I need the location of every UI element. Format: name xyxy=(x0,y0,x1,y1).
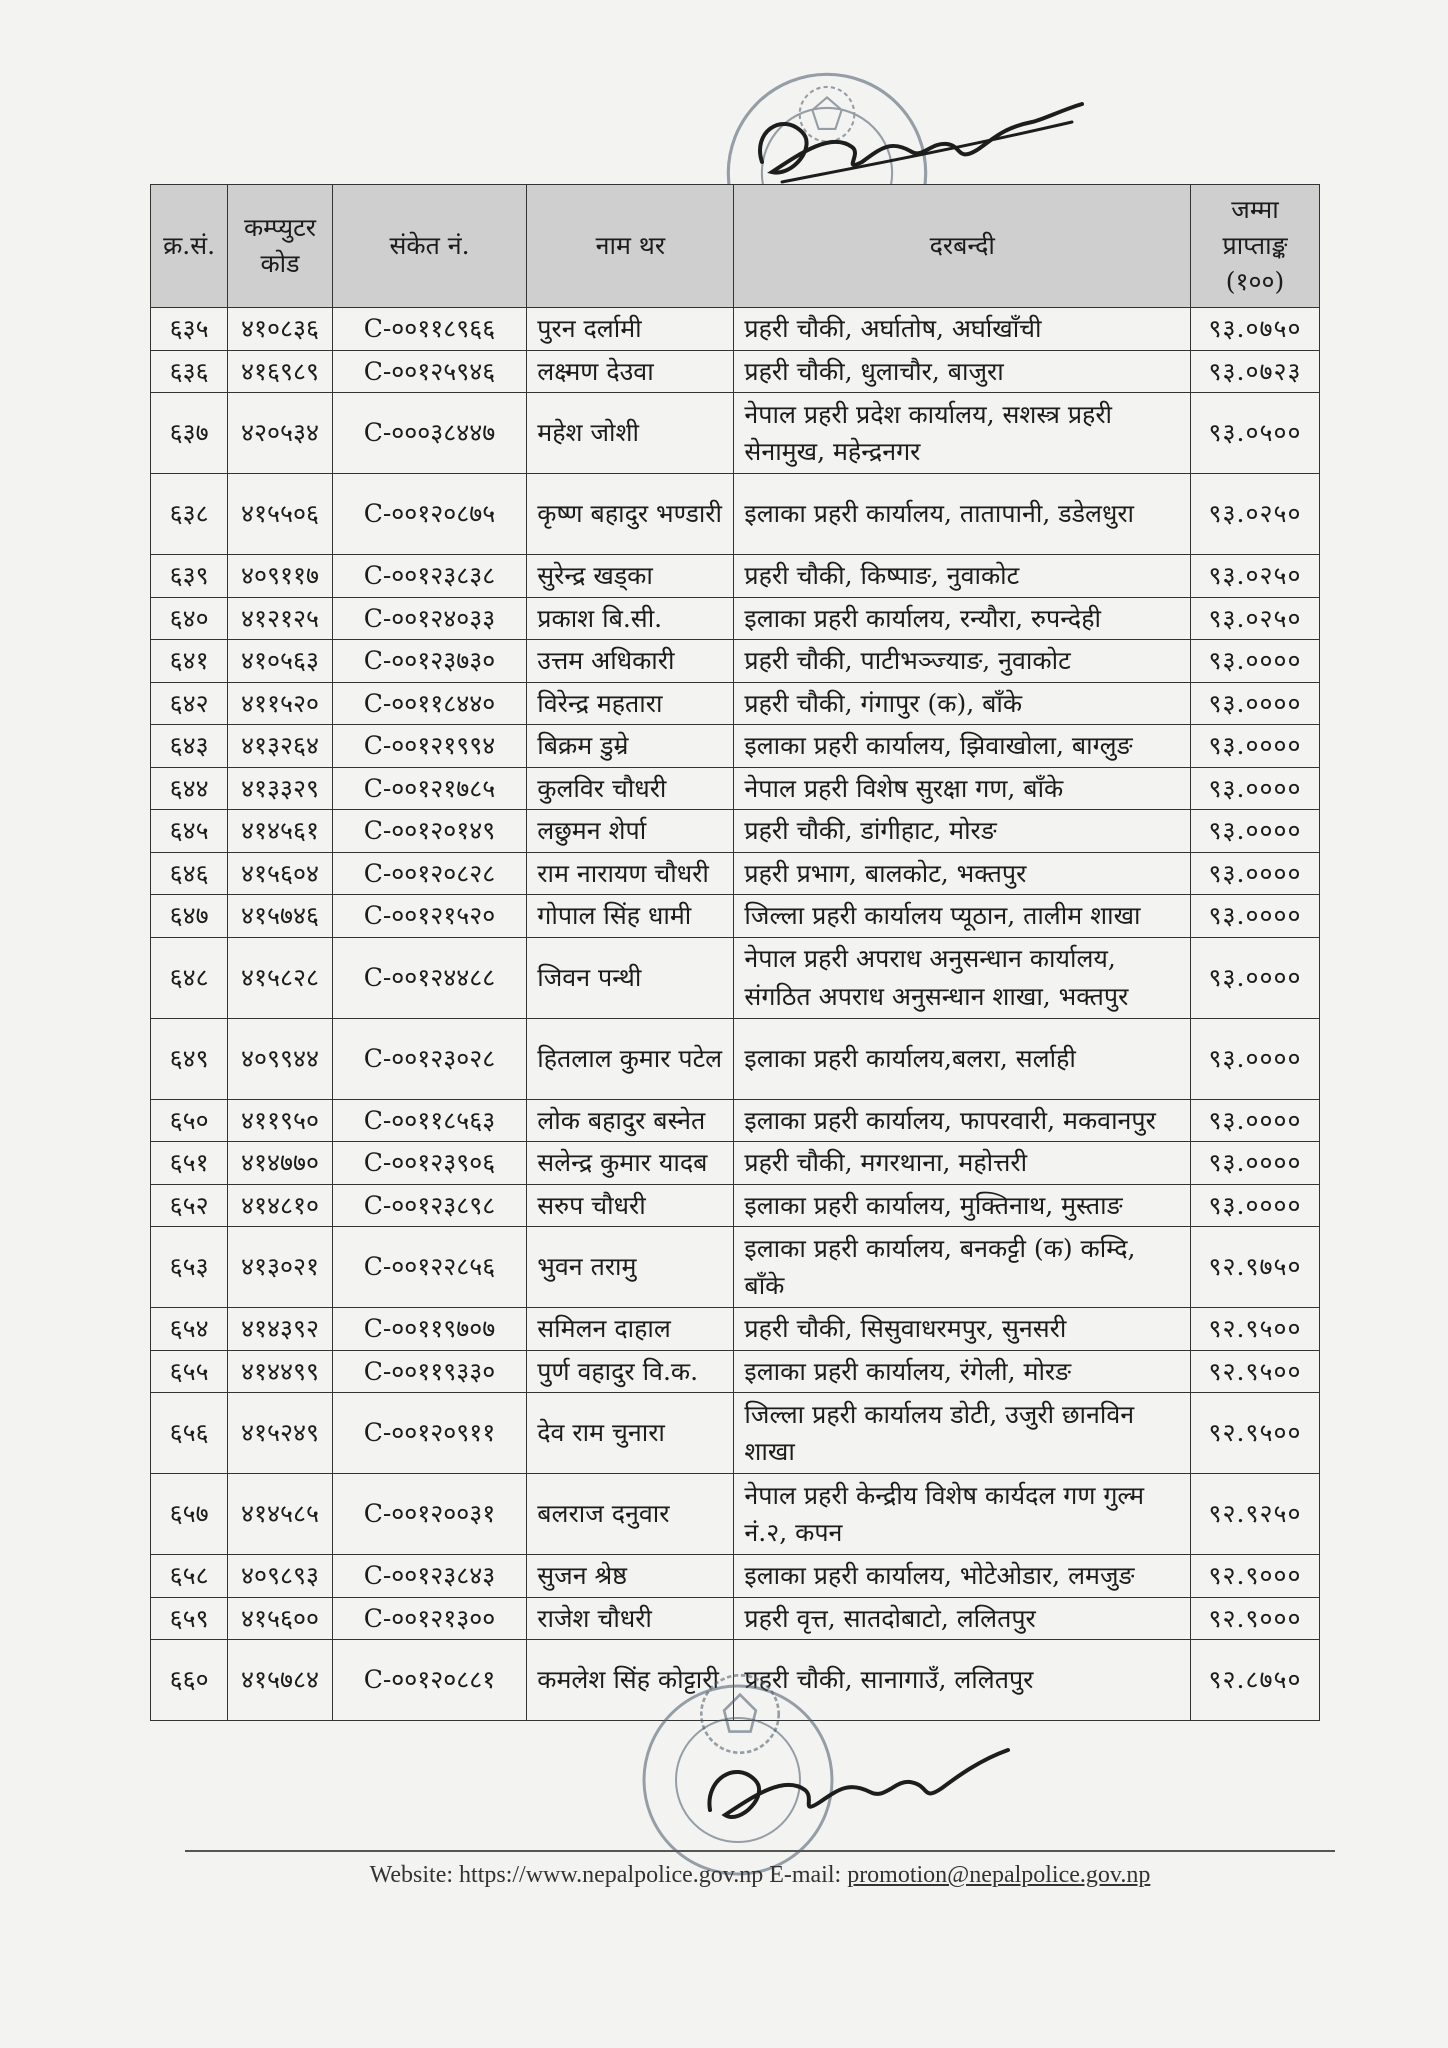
cell-name: विरेन्द्र महतारा xyxy=(527,682,734,725)
table-row xyxy=(151,852,1320,895)
cell-symbol-no: C-००१२३७३० xyxy=(332,640,526,683)
cell-computer-code: ४१३०२१ xyxy=(228,1227,333,1308)
cell-name: गोपाल सिंह धामी xyxy=(527,895,734,938)
cell-score: ९३.०००० xyxy=(1191,640,1320,683)
cell-computer-code: ४०९८९३ xyxy=(228,1555,333,1598)
cell-symbol-no: C-००१२१५२० xyxy=(332,895,526,938)
cell-score: ९२.९७५० xyxy=(1191,1227,1320,1308)
cell-score: ९३.०००० xyxy=(1191,1099,1320,1142)
cell-serial: ६४३ xyxy=(151,725,228,768)
cell-computer-code: ४१०८३६ xyxy=(228,308,333,351)
cell-computer-code: ४१४८१० xyxy=(228,1184,333,1227)
cell-symbol-no: C-००१२३८३८ xyxy=(332,555,526,598)
cell-score: ९३.०७५० xyxy=(1191,308,1320,351)
cell-name: सरुप चौधरी xyxy=(527,1184,734,1227)
cell-symbol-no: C-००१२१३०० xyxy=(332,1597,526,1640)
cell-name: भुवन तरामु xyxy=(527,1227,734,1308)
cell-computer-code: ४१५७४६ xyxy=(228,895,333,938)
cell-post: प्रहरी चौकी, सिसुवाधरमपुर, सुनसरी xyxy=(734,1308,1191,1351)
cell-score: ९२.९००० xyxy=(1191,1597,1320,1640)
cell-post: नेपाल प्रहरी अपराध अनुसन्धान कार्यालय, संगठित अपराध अनुसन्धान शाखा, भक्तपुर xyxy=(734,937,1191,1018)
cell-name: महेश जोशी xyxy=(527,393,734,474)
cell-symbol-no: C-००११९७०७ xyxy=(332,1308,526,1351)
cell-serial: ६५१ xyxy=(151,1142,228,1185)
cell-name: समिलन दाहाल xyxy=(527,1308,734,1351)
cell-serial: ६४० xyxy=(151,597,228,640)
cell-serial: ६४६ xyxy=(151,852,228,895)
cell-score: ९२.८७५० xyxy=(1191,1640,1320,1721)
cell-score: ९२.९००० xyxy=(1191,1555,1320,1598)
cell-computer-code: ४१४५६१ xyxy=(228,810,333,853)
cell-computer-code: ४०९९४४ xyxy=(228,1018,333,1099)
cell-post: इलाका प्रहरी कार्यालय, झिवाखोला, बाग्लुङ xyxy=(734,725,1191,768)
cell-serial: ६४९ xyxy=(151,1018,228,1099)
cell-serial: ६५० xyxy=(151,1099,228,1142)
cell-post: प्रहरी चौकी, अर्घातोष, अर्घाखाँची xyxy=(734,308,1191,351)
cell-score: ९३.०२५० xyxy=(1191,474,1320,555)
cell-score: ९३.०००० xyxy=(1191,1184,1320,1227)
cell-name: कमलेश सिंह कोट्टारी xyxy=(527,1640,734,1721)
cell-name: जिवन पन्थी xyxy=(527,937,734,1018)
table-row xyxy=(151,1184,1320,1227)
cell-computer-code: ४१४५८५ xyxy=(228,1474,333,1555)
table-row xyxy=(151,308,1320,351)
cell-symbol-no: C-००१२३८९८ xyxy=(332,1184,526,1227)
cell-serial: ६३६ xyxy=(151,350,228,393)
cell-score: ९२.९२५० xyxy=(1191,1474,1320,1555)
cell-score: ९३.०००० xyxy=(1191,852,1320,895)
cell-symbol-no: C-००१२०८२८ xyxy=(332,852,526,895)
table-row xyxy=(151,1350,1320,1393)
cell-symbol-no: C-००१२१७८५ xyxy=(332,767,526,810)
table-row xyxy=(151,1018,1320,1099)
cell-symbol-no: C-००१२५९४६ xyxy=(332,350,526,393)
cell-post: जिल्ला प्रहरी कार्यालय प्यूठान, तालीम शाखा xyxy=(734,895,1191,938)
cell-symbol-no: C-००१२००३१ xyxy=(332,1474,526,1555)
cell-symbol-no: C-००१२१९९४ xyxy=(332,725,526,768)
cell-computer-code: ४१०५६३ xyxy=(228,640,333,683)
cell-serial: ६३८ xyxy=(151,474,228,555)
cell-name: पुरन दर्लामी xyxy=(527,308,734,351)
header-post: दरबन्दी xyxy=(734,185,1191,308)
table-row xyxy=(151,555,1320,598)
table-row xyxy=(151,1393,1320,1474)
cell-symbol-no: C-००११९३३० xyxy=(332,1350,526,1393)
cell-symbol-no: C-००११८९६६ xyxy=(332,308,526,351)
cell-symbol-no: C-००१२०९११ xyxy=(332,1393,526,1474)
cell-post: प्रहरी वृत्त, सातदोबाटो, ललितपुर xyxy=(734,1597,1191,1640)
footer-website-text: Website: https://www.nepalpolice.gov.np E-mail: xyxy=(369,1862,848,1888)
cell-symbol-no: C-००१२०८७५ xyxy=(332,474,526,555)
cell-score: ९३.०२५० xyxy=(1191,597,1320,640)
cell-serial: ६५४ xyxy=(151,1308,228,1351)
cell-post: इलाका प्रहरी कार्यालय,बलरा, सर्लाही xyxy=(734,1018,1191,1099)
cell-score: ९२.९५०० xyxy=(1191,1393,1320,1474)
footer-divider xyxy=(185,1850,1335,1852)
cell-serial: ६५७ xyxy=(151,1474,228,1555)
cell-score: ९३.०००० xyxy=(1191,725,1320,768)
header-symbol-no: संकेत नं. xyxy=(332,185,526,308)
table-row xyxy=(151,1227,1320,1308)
header-serial: क्र.सं. xyxy=(151,185,228,308)
cell-name: उत्तम अधिकारी xyxy=(527,640,734,683)
signature-bottom xyxy=(690,1730,1020,1840)
footer-email-link[interactable]: promotion@nepalpolice.gov.np xyxy=(847,1862,1151,1888)
cell-computer-code: ४१५६०४ xyxy=(228,852,333,895)
table-row xyxy=(151,474,1320,555)
table-row xyxy=(151,350,1320,393)
cell-symbol-no: C-००१२४०३३ xyxy=(332,597,526,640)
cell-name: राजेश चौधरी xyxy=(527,1597,734,1640)
cell-post: इलाका प्रहरी कार्यालय, फापरवारी, मकवानपुर xyxy=(734,1099,1191,1142)
cell-computer-code: ४१३२६४ xyxy=(228,725,333,768)
table-row xyxy=(151,393,1320,474)
cell-name: लक्ष्मण देउवा xyxy=(527,350,734,393)
cell-name: प्रकाश बि.सी. xyxy=(527,597,734,640)
table-row xyxy=(151,725,1320,768)
table-header-row xyxy=(151,185,1320,308)
page-footer xyxy=(185,1862,1335,1889)
table-row xyxy=(151,1597,1320,1640)
cell-score: ९३.०००० xyxy=(1191,895,1320,938)
cell-post: प्रहरी चौकी, गंगापुर (क), बाँके xyxy=(734,682,1191,725)
cell-serial: ६३९ xyxy=(151,555,228,598)
cell-score: ९३.०२५० xyxy=(1191,555,1320,598)
cell-score: ९३.०००० xyxy=(1191,1142,1320,1185)
cell-computer-code: ४११५२० xyxy=(228,682,333,725)
cell-symbol-no: C-००१२०१४९ xyxy=(332,810,526,853)
cell-name: देव राम चुनारा xyxy=(527,1393,734,1474)
cell-serial: ६५२ xyxy=(151,1184,228,1227)
cell-post: इलाका प्रहरी कार्यालय, रन्यौरा, रुपन्देही xyxy=(734,597,1191,640)
cell-name: राम नारायण चौधरी xyxy=(527,852,734,895)
cell-score: ९२.९५०० xyxy=(1191,1308,1320,1351)
table-row xyxy=(151,810,1320,853)
cell-serial: ६५६ xyxy=(151,1393,228,1474)
table-row xyxy=(151,1099,1320,1142)
table-row xyxy=(151,895,1320,938)
cell-score: ९३.०००० xyxy=(1191,767,1320,810)
cell-name: लोक बहादुर बस्नेत xyxy=(527,1099,734,1142)
cell-post: इलाका प्रहरी कार्यालय, भोटेओडार, लमजुङ xyxy=(734,1555,1191,1598)
table-row xyxy=(151,597,1320,640)
cell-computer-code: ४१४७७० xyxy=(228,1142,333,1185)
table-row xyxy=(151,1142,1320,1185)
cell-post: प्रहरी चौकी, डांगीहाट, मोरङ xyxy=(734,810,1191,853)
cell-symbol-no: C-०००३८४४७ xyxy=(332,393,526,474)
cell-score: ९३.०००० xyxy=(1191,1018,1320,1099)
cell-post: नेपाल प्रहरी विशेष सुरक्षा गण, बाँके xyxy=(734,767,1191,810)
cell-serial: ६५८ xyxy=(151,1555,228,1598)
cell-score: ९३.०५०० xyxy=(1191,393,1320,474)
cell-serial: ६४७ xyxy=(151,895,228,938)
cell-post: नेपाल प्रहरी प्रदेश कार्यालय, सशस्त्र प्रहरी सेनामुख, महेन्द्रनगर xyxy=(734,393,1191,474)
cell-symbol-no: C-००१२३८४३ xyxy=(332,1555,526,1598)
cell-name: कृष्ण बहादुर भण्डारी xyxy=(527,474,734,555)
cell-computer-code: ४१६९८९ xyxy=(228,350,333,393)
cell-post: प्रहरी चौकी, किष्पाङ, नुवाकोट xyxy=(734,555,1191,598)
cell-post: प्रहरी प्रभाग, बालकोट, भक्तपुर xyxy=(734,852,1191,895)
cell-post: इलाका प्रहरी कार्यालय, रंगेली, मोरङ xyxy=(734,1350,1191,1393)
cell-name: पुर्ण वहादुर वि.क. xyxy=(527,1350,734,1393)
cell-post: प्रहरी चौकी, धुलाचौर, बाजुरा xyxy=(734,350,1191,393)
cell-serial: ६५५ xyxy=(151,1350,228,1393)
table-row xyxy=(151,640,1320,683)
table-row xyxy=(151,937,1320,1018)
cell-serial: ६४८ xyxy=(151,937,228,1018)
cell-computer-code: ४१५८२८ xyxy=(228,937,333,1018)
table-row xyxy=(151,1474,1320,1555)
cell-serial: ६४१ xyxy=(151,640,228,683)
cell-symbol-no: C-००१२३०२८ xyxy=(332,1018,526,1099)
cell-computer-code: ४११९५० xyxy=(228,1099,333,1142)
cell-symbol-no: C-००११८५६३ xyxy=(332,1099,526,1142)
cell-computer-code: ४१४३९२ xyxy=(228,1308,333,1351)
cell-name: सुजन श्रेष्ठ xyxy=(527,1555,734,1598)
cell-score: ९३.०००० xyxy=(1191,810,1320,853)
cell-computer-code: ४१५६०० xyxy=(228,1597,333,1640)
cell-computer-code: ४१५२४९ xyxy=(228,1393,333,1474)
results-table xyxy=(150,184,1320,1721)
cell-serial: ६५९ xyxy=(151,1597,228,1640)
cell-computer-code: ४१४४९९ xyxy=(228,1350,333,1393)
cell-name: बिक्रम डुम्रे xyxy=(527,725,734,768)
cell-computer-code: ४१५७८४ xyxy=(228,1640,333,1721)
cell-symbol-no: C-००११८४४० xyxy=(332,682,526,725)
cell-computer-code: ४१५५०६ xyxy=(228,474,333,555)
cell-name: सलेन्द्र कुमार यादब xyxy=(527,1142,734,1185)
cell-name: लछुमन शेर्पा xyxy=(527,810,734,853)
cell-serial: ६४२ xyxy=(151,682,228,725)
cell-post: इलाका प्रहरी कार्यालय, तातापानी, डडेलधुरा xyxy=(734,474,1191,555)
cell-post: नेपाल प्रहरी केन्द्रीय विशेष कार्यदल गण गुल्म नं.२, कपन xyxy=(734,1474,1191,1555)
table-row xyxy=(151,1555,1320,1598)
cell-symbol-no: C-००१२०८८१ xyxy=(332,1640,526,1721)
cell-symbol-no: C-००१२३९०६ xyxy=(332,1142,526,1185)
cell-computer-code: ४१३३२९ xyxy=(228,767,333,810)
table-row xyxy=(151,767,1320,810)
cell-computer-code: ४२०५३४ xyxy=(228,393,333,474)
cell-score: ९३.०००० xyxy=(1191,937,1320,1018)
cell-symbol-no: C-००१२२८५६ xyxy=(332,1227,526,1308)
cell-post: इलाका प्रहरी कार्यालय, मुक्तिनाथ, मुस्ताङ xyxy=(734,1184,1191,1227)
table-row xyxy=(151,1308,1320,1351)
header-name: नाम थर xyxy=(527,185,734,308)
header-computer-code: कम्प्युटर कोड xyxy=(228,185,333,308)
cell-name: सुरेन्द्र खड्का xyxy=(527,555,734,598)
cell-serial: ६३५ xyxy=(151,308,228,351)
cell-post: प्रहरी चौकी, मगरथाना, महोत्तरी xyxy=(734,1142,1191,1185)
cell-serial: ६४५ xyxy=(151,810,228,853)
cell-symbol-no: C-००१२४४८८ xyxy=(332,937,526,1018)
cell-post: प्रहरी चौकी, पाटीभञ्ज्याङ, नुवाकोट xyxy=(734,640,1191,683)
cell-name: बलराज दनुवार xyxy=(527,1474,734,1555)
cell-serial: ६३७ xyxy=(151,393,228,474)
cell-post: प्रहरी चौकी, सानागाउँ, ललितपुर xyxy=(734,1640,1191,1721)
header-total-marks: जम्मा प्राप्ताङ्क (१००) xyxy=(1191,185,1320,308)
cell-score: ९२.९५०० xyxy=(1191,1350,1320,1393)
cell-post: जिल्ला प्रहरी कार्यालय डोटी, उजुरी छानविन शाखा xyxy=(734,1393,1191,1474)
table-row xyxy=(151,682,1320,725)
cell-post: इलाका प्रहरी कार्यालय, बनकट्टी (क) कम्दि, बाँके xyxy=(734,1227,1191,1308)
cell-serial: ६४४ xyxy=(151,767,228,810)
cell-score: ९३.०००० xyxy=(1191,682,1320,725)
cell-computer-code: ४१२१२५ xyxy=(228,597,333,640)
cell-score: ९३.०७२३ xyxy=(1191,350,1320,393)
cell-name: कुलविर चौधरी xyxy=(527,767,734,810)
cell-name: हितलाल कुमार पटेल xyxy=(527,1018,734,1099)
cell-serial: ६६० xyxy=(151,1640,228,1721)
cell-serial: ६५३ xyxy=(151,1227,228,1308)
cell-computer-code: ४०९११७ xyxy=(228,555,333,598)
